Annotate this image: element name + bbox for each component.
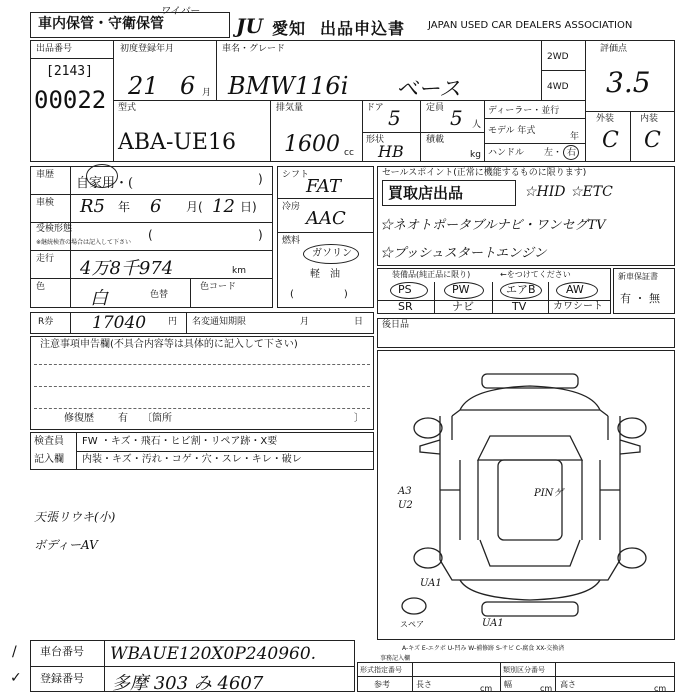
capacity-value: 5 [450,106,463,130]
car-name-label: 車名・グレード [222,44,286,54]
shift-label: シフト [282,170,310,180]
buy-label: 買取店出品 [388,184,464,202]
handle-label: ハンドル [488,148,525,158]
repair-place: 〔箇所 [142,413,172,424]
guarantee-options: 有 ・ 無 [620,292,660,305]
equip-tv: TV [512,300,527,313]
inspector-label2: 記入欄 [34,454,64,465]
inspection-month: 6 [150,196,162,217]
rating-label: 評価点 [600,44,628,54]
receipt-note: ※継続検査の場合は記入して下さい [36,239,132,246]
repair-label: 修復歴 [64,413,94,424]
cooling-value: AAC [306,208,346,229]
displacement-label: 排気量 [276,103,304,113]
inspection-month-unit: 月( [186,200,203,214]
equip-airbag: エアB [506,283,536,296]
storage-note: ワイパー [160,6,200,17]
model-code-label: 型式 [118,103,137,113]
equip-sr: SR [398,300,413,313]
receipt-label: 受検形態 [36,224,73,234]
later-block [377,318,675,348]
form-title: 出品申込書 [320,19,406,38]
load-label: 積載 [426,135,445,145]
equipment-label: 装備品(純正品に限り) [392,270,471,279]
ju-logo: JU [236,14,263,38]
chassis-check: / [12,644,17,660]
diagram-mark-ua1: UA1 [420,578,442,589]
recycle-label: R券 [38,317,54,327]
car-grade: ベース [396,77,461,102]
sales-point-label: セールスポイント(正常に機能するものに限ります) [382,168,587,178]
inspection-era: R5 [80,196,106,217]
displacement-value: 1600 [284,132,340,157]
color-value: 白 [90,288,108,309]
equip-navi: ナビ [452,300,474,313]
size-length: 長さ [416,680,432,689]
handle-selected: 右 [567,148,577,158]
inspection-year-unit: 年 [118,200,131,214]
shape-label: 形状 [366,135,385,145]
size-height: 高さ [560,680,576,689]
tax-month-unit: 月 [300,317,310,327]
cooling-label: 冷房 [282,202,301,212]
inspector-row2: 内装・キズ・汚れ・コゲ・穴・スレ・キレ・破レ [82,454,302,465]
notes-label: 注意事項申告欄(不具合内容等は具体的に記入して下さい) [40,339,298,350]
registration-year: 21 [128,72,159,100]
lot-label: 出品番号 [36,44,73,54]
capacity-label: 定員 [426,103,445,113]
displacement-unit: cc [344,148,354,158]
fuel-diesel: 軽 油 [310,269,340,280]
diagram-mark-u2: U2 [398,500,413,511]
registration-month-unit: 月 [202,88,212,98]
shape-value: HB [378,142,404,161]
model-year-unit: 年 [570,132,580,142]
repair-close: 〕 [354,413,364,424]
repair-value: 有 [118,413,128,424]
registration-label: 初度登録年月 [120,44,175,54]
size-height-unit: cm [654,684,667,693]
inspector-label: 検査員 [34,436,64,447]
chassis-label: 車台番号 [40,645,84,658]
inspection-day: 12 [212,196,235,217]
color-label: 色 [36,282,46,292]
exterior-grade: C [602,128,619,153]
interior-grade: C [644,128,661,153]
receipt-open: ( [148,228,153,242]
equip-aw: AW [566,283,584,296]
legend-line1: A-キズ E-エクボ U-凹み W-補修跡 S-サビ C-腐食 XX-交換済 [402,645,565,652]
model-year-label: モデル 年式 [488,126,536,136]
rating-value: 3.5 [606,66,651,99]
registration-month: 6 [180,72,196,100]
lot-code: [2143] [46,64,93,79]
remark-line1: 天張リウキ(小) [34,510,116,524]
history-value: 自家用・( [76,176,134,191]
fuel-paren: ( ) [290,289,348,300]
doors-value: 5 [388,106,401,130]
recycle-value: 17040 [92,313,147,333]
car-model: BMW116i [228,72,349,100]
mileage-unit: km [232,266,246,276]
drive-2wd: 2WD [547,52,569,62]
plate-check: ✓ [10,670,22,686]
mileage-value: 4万8千974 [80,258,174,279]
equip-pw: PW [452,283,470,296]
size-type-label: 形式指定番号 [360,666,402,674]
size-width-unit: cm [540,684,553,693]
load-unit: kg [470,150,481,160]
model-code-value: ABA-UE16 [118,130,236,155]
diagram-mark-a3: A3 [398,486,412,497]
plate-label: 登録番号 [40,672,84,685]
shift-value: FAT [306,176,341,197]
drive-4wd: 4WD [547,82,569,92]
exterior-label: 外装 [596,114,615,124]
remark-line2: ボディーAV [34,538,98,552]
size-length-unit: cm [480,684,493,693]
equipment-label-note: ←をつけてください [500,270,571,279]
lot-number: 00022 [34,86,107,114]
association-name: JAPAN USED CAR DEALERS ASSOCIATION [428,20,633,31]
diagram-roof-note: PINゲ [534,488,564,499]
legend-line2: 事務記入欄 [380,655,411,662]
spare-label: スペア [400,620,424,629]
diagram-mark-ua1b: UA1 [482,618,504,629]
equip-seat: カワシート [553,301,603,312]
plate-value: 多摩 303 み 4607 [112,673,264,694]
inspection-label: 車検 [36,198,55,208]
interior-label: 内装 [640,114,659,124]
guarantee-label: 新車保証書 [618,272,658,281]
size-width: 幅 [504,680,512,689]
color-code-label: 色コード [200,282,237,292]
inspector-row1: FW ・キズ・飛石・ヒビ割・リペア跡・X要 [82,436,278,447]
receipt-close: ) [258,228,263,242]
tax-day-unit: 日 [354,317,364,327]
handle-options: 左・ [544,148,563,158]
sales-line1: ☆HID ☆ETC [524,184,613,200]
sales-line2: ☆ネオトポータブルナビ・ワンセグTV [380,218,606,233]
org-name: 愛知 [272,19,307,38]
fuel-label: 燃料 [282,236,301,246]
recycle-unit: 円 [168,317,178,327]
sales-line3: ☆プッシュスタートエンジン [380,246,547,261]
history-label: 車歴 [36,170,55,180]
mileage-label: 走行 [36,254,55,264]
equip-ps: PS [398,283,412,296]
history-close: ) [258,172,263,186]
storage-label: 車内保管・守衛保管 [38,16,164,32]
doors-label: ドア [366,103,384,113]
later-label: 後日品 [382,320,410,330]
tax-label: 名変通知期限 [192,317,247,327]
inspection-day-unit: 日) [240,200,257,214]
color-change-label: 色替 [150,290,169,300]
size-class-label: 類別区分番号 [503,666,545,674]
fuel-gasoline: ガソリン [312,248,352,259]
size-ref: 参考 [374,680,390,689]
capacity-unit: 人 [472,120,482,130]
dealer-label: ディーラー・並行 [488,106,560,116]
chassis-value: WBAUE120X0P240960. [110,644,317,664]
